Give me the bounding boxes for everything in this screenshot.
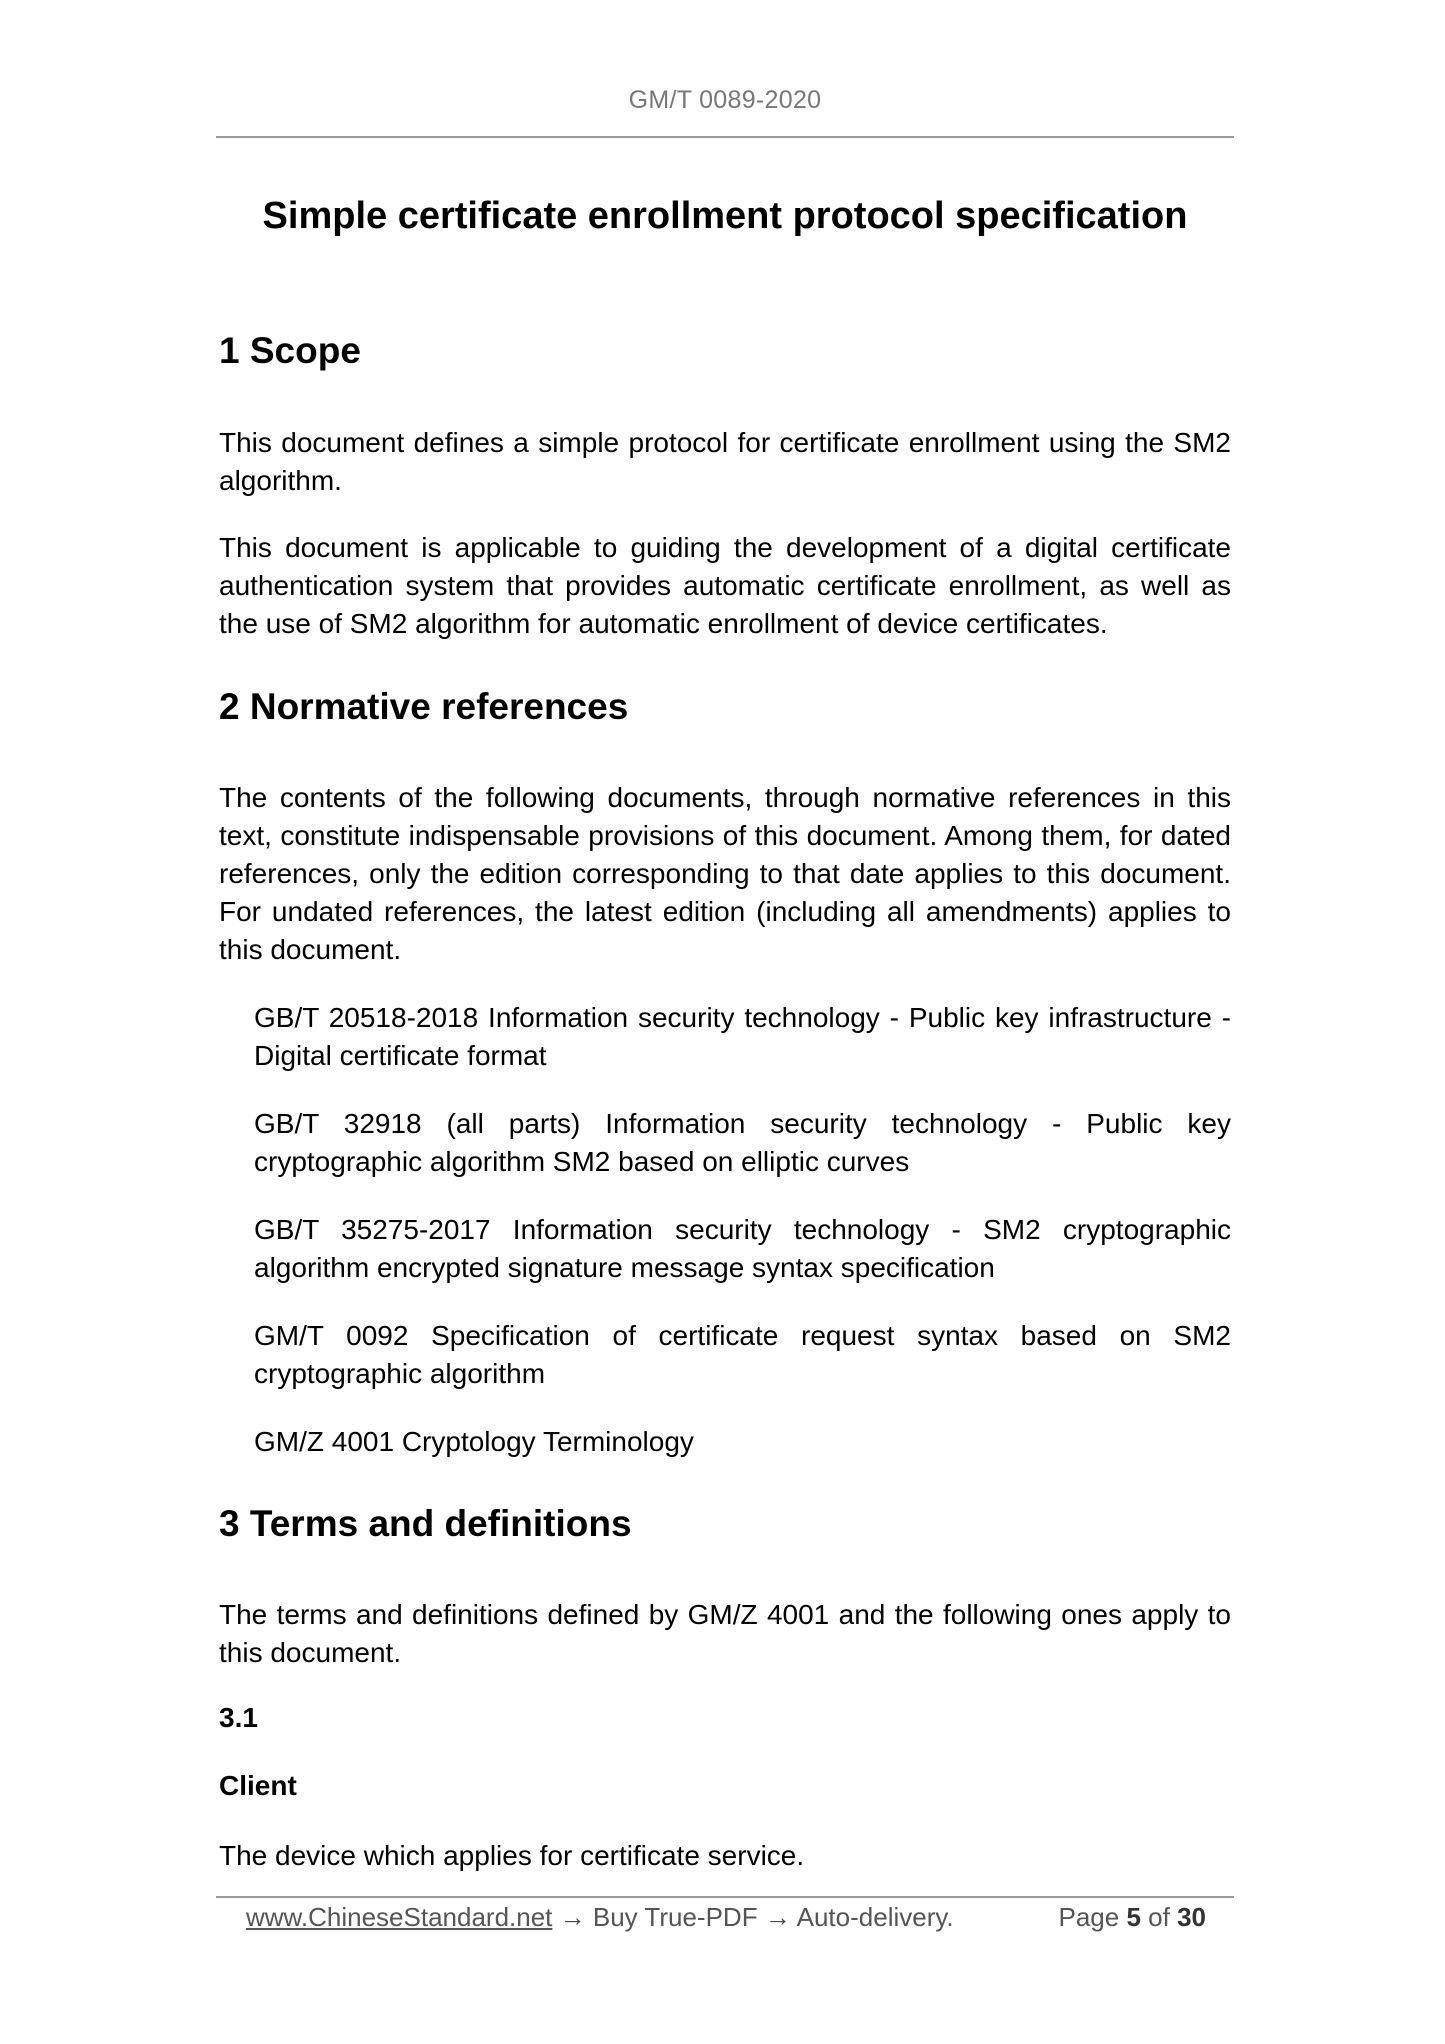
page-label: Page: [1058, 1902, 1120, 1932]
scope-paragraph-1: This document defines a simple protocol for certificate enrollment using the SM2 algorithm.: [219, 427, 1231, 496]
reference-item: GB/T 20518-2018 Information security technology - Public key infrastructure - Digital certificate format: [254, 1002, 1231, 1071]
scope-paragraph-2: This document is applicable to guiding the development of a digital certificate authentication system that provides automatic certificate enrollment, as well as the use of SM2 algorithm for automatic enrollment of device certificates.: [219, 532, 1231, 639]
page-number: [1058, 1902, 1206, 1933]
arrow-right-icon: →: [764, 1902, 791, 1932]
section-heading-scope: 1 Scope: [219, 330, 361, 371]
term-definition: The device which applies for certificate service.: [219, 1840, 805, 1871]
reference-item: GM/Z 4001 Cryptology Terminology: [254, 1426, 694, 1457]
term-number: 3.1: [219, 1702, 258, 1733]
reference-item: GB/T 35275-2017 Information security technology - SM2 cryptographic algorithm encrypted signature message syntax specification: [254, 1214, 1231, 1283]
running-header: GM/T 0089-2020: [628, 86, 822, 114]
document-title: Simple certificate enrollment protocol specification: [262, 195, 1188, 237]
section-heading-normative-references: 2 Normative references: [219, 686, 629, 727]
footer-divider: [216, 1896, 1234, 1898]
header-divider: [216, 136, 1234, 138]
normative-intro-paragraph: The contents of the following documents, through normative references in this text, constitute indispensable provisions of this document. Among them, for dated references, only the edition corresponding to that date applies to this document. For undated references, the latest edition (including all amendments) applies to this document.: [219, 782, 1231, 965]
current-page: 5: [1126, 1902, 1141, 1932]
terms-intro-paragraph: The terms and definitions defined by GM/Z 4001 and the following ones apply to this document.: [219, 1599, 1231, 1668]
auto-delivery-text: Auto-delivery.: [796, 1902, 954, 1932]
total-pages: 30: [1177, 1902, 1206, 1932]
arrow-right-icon: →: [559, 1902, 586, 1932]
reference-item: GB/T 32918 (all parts) Information security technology - Public key cryptographic algorithm SM2 based on elliptic curves: [254, 1108, 1231, 1177]
page-footer: [246, 1902, 1206, 1933]
section-heading-terms-definitions: 3 Terms and definitions: [219, 1503, 632, 1544]
of-label: of: [1148, 1902, 1170, 1932]
reference-item: GM/T 0092 Specification of certificate request syntax based on SM2 cryptographic algorithm: [254, 1320, 1231, 1389]
buy-pdf-text: Buy True-PDF: [592, 1902, 758, 1932]
site-link[interactable]: www.ChineseStandard.net: [246, 1902, 553, 1932]
term-name: Client: [219, 1770, 297, 1801]
